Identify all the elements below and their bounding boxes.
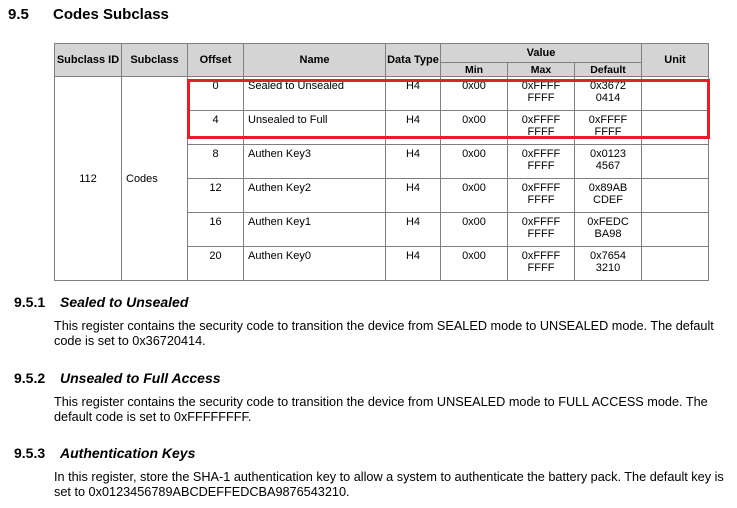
default-cell: [575, 247, 642, 281]
name-cell: Authen Key2: [244, 179, 386, 213]
default-cell: [575, 145, 642, 179]
max-hi: 0xFFFF: [521, 114, 561, 126]
type-cell: H4: [386, 145, 441, 179]
unit-cell: [642, 213, 709, 247]
unit-cell: [642, 247, 709, 281]
unit-cell: [642, 179, 709, 213]
default-hi: 0x0123: [589, 148, 627, 160]
subsection-title: Sealed to Unsealed: [60, 294, 189, 310]
name-cell: Authen Key0: [244, 247, 386, 281]
header-data-type: Data Type: [386, 44, 441, 77]
default-hi: 0xFFFF: [588, 114, 628, 126]
min-cell: 0x00: [441, 213, 508, 247]
min-cell: 0x00: [441, 247, 508, 281]
default-hi: 0x7654: [589, 250, 627, 262]
subsection-heading: [14, 445, 195, 461]
type-cell: H4: [386, 247, 441, 281]
max-lo: FFFF: [527, 228, 555, 240]
default-lo: FFFF: [594, 126, 622, 138]
header-min: Min: [441, 63, 508, 77]
offset-cell: 16: [188, 213, 244, 247]
name-cell: Authen Key3: [244, 145, 386, 179]
max-cell: [508, 111, 575, 145]
default-hi: 0xFEDC: [587, 216, 629, 228]
section-number: 9.5: [8, 6, 29, 23]
default-hi: 0x3672: [589, 80, 627, 92]
default-lo: CDEF: [593, 194, 623, 206]
offset-cell: 0: [188, 77, 244, 111]
subsection-heading: [14, 370, 221, 386]
default-cell: [575, 179, 642, 213]
max-hi: 0xFFFF: [521, 250, 561, 262]
type-cell: H4: [386, 77, 441, 111]
header-value: Value: [441, 44, 642, 63]
subclass-id-cell: 112: [55, 77, 122, 281]
subsection-paragraph: This register contains the security code to transition the device from SEALED mode to UNSEALED mode. The default code is set to 0x36720414.: [54, 319, 714, 348]
name-cell: Authen Key1: [244, 213, 386, 247]
offset-cell: 20: [188, 247, 244, 281]
subsection-paragraph: This register contains the security code to transition the device from UNSEALED mode to FULL ACCESS mode. The default code is set to 0xFFFFFFFF.: [54, 395, 708, 424]
header-offset: Offset: [188, 44, 244, 77]
subsection-heading: [14, 294, 188, 310]
max-hi: 0xFFFF: [521, 216, 561, 228]
name-cell: Unsealed to Full: [244, 111, 386, 145]
max-cell: [508, 145, 575, 179]
default-hi: 0x89AB: [588, 182, 628, 194]
max-hi: 0xFFFF: [521, 148, 561, 160]
default-cell: [575, 77, 642, 111]
default-lo: BA98: [594, 228, 622, 240]
max-lo: FFFF: [527, 126, 555, 138]
max-lo: FFFF: [527, 194, 555, 206]
default-cell: [575, 111, 642, 145]
min-cell: 0x00: [441, 179, 508, 213]
unit-cell: [642, 77, 709, 111]
name-cell: Sealed to Unsealed: [244, 77, 386, 111]
subsection-number: 9.5.1: [14, 294, 46, 310]
max-lo: FFFF: [527, 160, 555, 172]
max-cell: [508, 247, 575, 281]
subsection-paragraph: In this register, store the SHA-1 authentication key to allow a system to authenticate the battery pack. The default key is set to 0x0123456789ABCDEFFEDCBA9876543210.: [54, 470, 724, 499]
header-subclass: Subclass: [122, 44, 188, 77]
default-lo: 4567: [595, 160, 621, 172]
header-unit: Unit: [642, 44, 709, 77]
unit-cell: [642, 145, 709, 179]
max-cell: [508, 179, 575, 213]
min-cell: 0x00: [441, 77, 508, 111]
max-hi: 0xFFFF: [521, 182, 561, 194]
subsection-title: Unsealed to Full Access: [60, 370, 221, 386]
section-title: Codes Subclass: [53, 6, 169, 23]
codes-subclass-table: [54, 43, 709, 281]
type-cell: H4: [386, 213, 441, 247]
header-subclass-id: Subclass ID: [55, 44, 122, 77]
unit-cell: [642, 111, 709, 145]
header-max: Max: [508, 63, 575, 77]
subsection-number: 9.5.3: [14, 445, 46, 461]
subsection-number: 9.5.2: [14, 370, 46, 386]
max-lo: FFFF: [527, 262, 555, 274]
default-cell: [575, 213, 642, 247]
subsection-title: Authentication Keys: [60, 445, 196, 461]
min-cell: 0x00: [441, 111, 508, 145]
max-cell: [508, 213, 575, 247]
offset-cell: 4: [188, 111, 244, 145]
max-cell: [508, 77, 575, 111]
max-hi: 0xFFFF: [521, 80, 561, 92]
subclass-cell: Codes: [122, 77, 188, 281]
header-name: Name: [244, 44, 386, 77]
type-cell: H4: [386, 179, 441, 213]
max-lo: FFFF: [527, 92, 555, 104]
default-lo: 3210: [595, 262, 621, 274]
type-cell: H4: [386, 111, 441, 145]
offset-cell: 8: [188, 145, 244, 179]
min-cell: 0x00: [441, 145, 508, 179]
default-lo: 0414: [595, 92, 621, 104]
table-row: [55, 77, 709, 111]
offset-cell: 12: [188, 179, 244, 213]
section-heading: [8, 6, 169, 23]
header-default: Default: [575, 63, 642, 77]
